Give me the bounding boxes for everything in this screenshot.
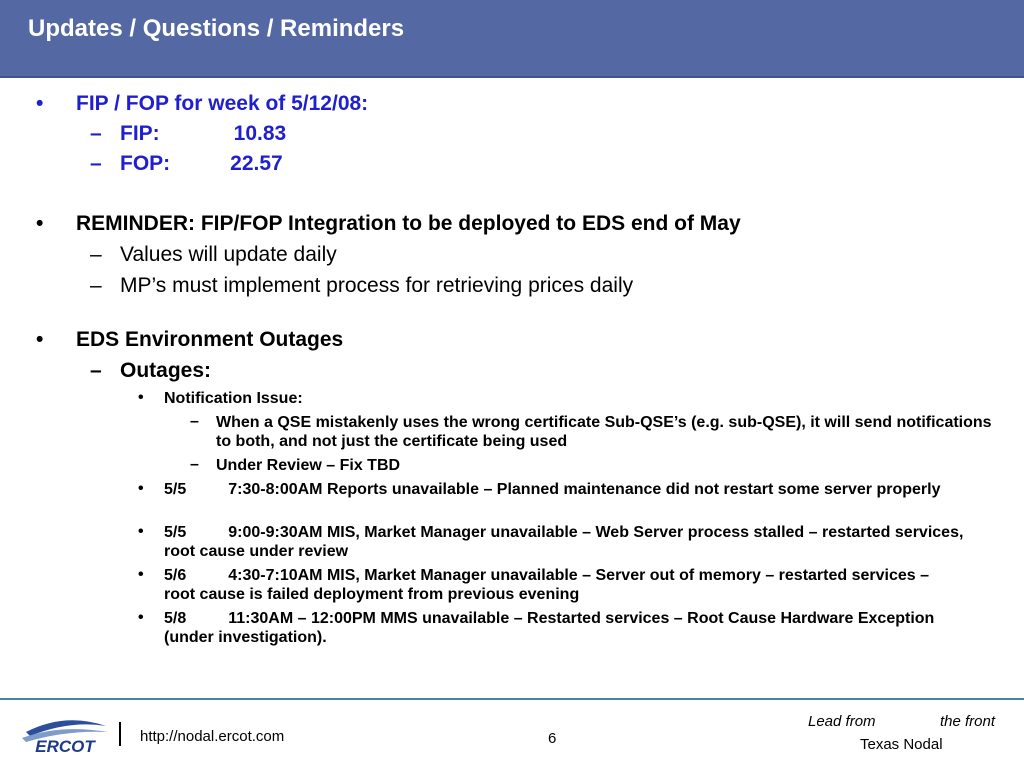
outage-date: 5/5	[164, 481, 187, 498]
notification-detail-text: When a QSE mistakenly uses the wrong certificate Sub-QSE’s (e.g. sub-QSE), it will send notifications to both, and not just the certificate being used	[216, 414, 992, 450]
dash-marker: –	[190, 413, 199, 430]
tagline-right: the front	[940, 713, 996, 730]
fip-value: 10.83	[233, 122, 287, 145]
outages-label: Outages:	[120, 359, 212, 382]
slide-title: Updates / Questions / Reminders	[28, 15, 405, 42]
bullet-marker: •	[138, 523, 144, 540]
dash-marker: –	[90, 359, 102, 382]
footer-url[interactable]: http://nodal.ercot.com	[140, 728, 285, 745]
ercot-logo	[20, 712, 110, 756]
fop-label: FOP:	[120, 152, 171, 175]
logo-text: ERCOT	[35, 737, 95, 756]
dash-marker: –	[90, 152, 102, 175]
reminder-item-text: MP’s must implement process for retrieving prices daily	[120, 274, 634, 297]
footer-separator	[119, 722, 121, 746]
footer-divider	[0, 698, 1024, 700]
fip-fop-heading: FIP / FOP for week of 5/12/08:	[76, 92, 369, 115]
outage-text: 4:30-7:10AM MIS, Market Manager unavailable – Server out of memory – restarted services – root cause is failed deployment from previous evening	[164, 567, 929, 603]
bullet-marker: •	[36, 212, 44, 235]
page-number: 6	[548, 730, 557, 747]
reminder-item-text: Values will update daily	[120, 243, 337, 266]
bullet-marker: •	[138, 609, 144, 626]
bullet-marker: •	[138, 389, 144, 406]
outage-text: 11:30AM – 12:00PM MMS unavailable – Restarted services – Root Cause Hardware Exception (under investigation).	[164, 610, 935, 646]
dash-marker: –	[190, 456, 199, 473]
bullet-marker: •	[138, 566, 144, 583]
outage-text: 9:00-9:30AM MIS, Market Manager unavailable – Web Server process stalled – restarted services, root cause under review	[164, 524, 964, 560]
notification-detail-text: Under Review – Fix TBD	[216, 457, 401, 474]
outage-date: 5/6	[164, 567, 187, 584]
reminder-heading: REMINDER: FIP/FOP Integration to be deployed to EDS end of May	[76, 212, 741, 235]
program-name: Texas Nodal	[860, 736, 943, 753]
outage-date: 5/5	[164, 524, 187, 541]
outage-date: 5/8	[164, 610, 187, 627]
notification-label: Notification Issue:	[164, 390, 303, 407]
dash-marker: –	[90, 274, 102, 297]
fop-value: 22.57	[230, 152, 283, 175]
eds-heading: EDS Environment Outages	[76, 328, 344, 351]
title-bar	[0, 0, 1024, 78]
tagline-left: Lead from	[808, 713, 876, 730]
bullet-marker: •	[36, 328, 44, 351]
outage-text: 7:30-8:00AM Reports unavailable – Planned maintenance did not restart some server properly	[228, 481, 941, 498]
bullet-marker: •	[138, 480, 144, 497]
fip-label: FIP:	[120, 122, 160, 145]
dash-marker: –	[90, 243, 102, 266]
dash-marker: –	[90, 122, 102, 145]
bullet-marker: •	[36, 92, 44, 115]
